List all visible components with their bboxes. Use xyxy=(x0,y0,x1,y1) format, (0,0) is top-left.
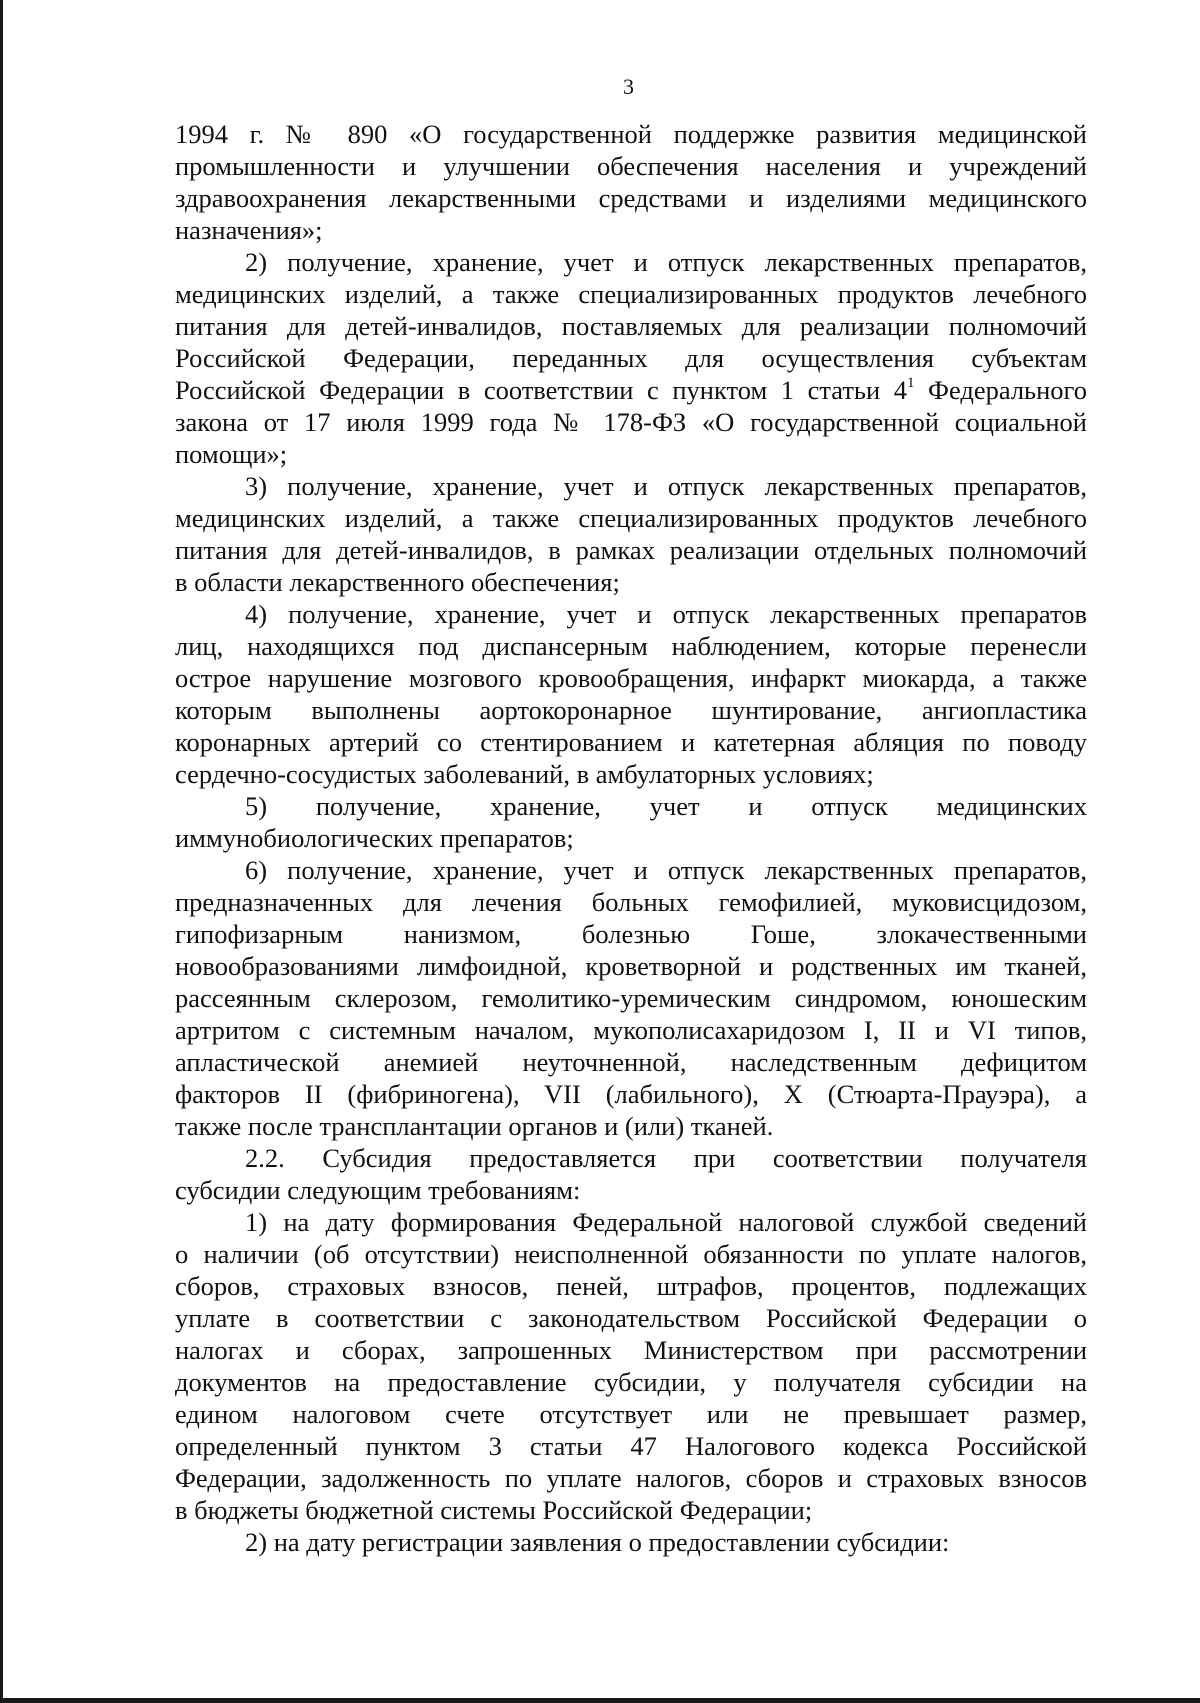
text-line: также после трансплантации органов и (или) тканей. xyxy=(175,1111,774,1141)
text-line: определенный пунктом 3 статьи 47 Налогового кодекса Российской xyxy=(175,1431,1087,1461)
text-line: новообразованиями лимфоидной, кроветворной и родственных им тканей, xyxy=(175,951,1087,981)
text-line: 2) на дату регистрации заявления о предоставлении субсидии: xyxy=(245,1527,950,1557)
text-line: в области лекарственного обеспечения; xyxy=(175,567,620,597)
text-line: 2.2. Субсидия предоставляется при соответствии получателя xyxy=(245,1143,1087,1173)
text-line: гипофизарным нанизмом, болезнью Гоше, злокачественными xyxy=(175,919,1087,949)
text-segment: Российской Федерации в соответствии с пунктом 1 статьи 4 xyxy=(175,375,907,405)
text-line: Федерации, задолженность по уплате налогов, сборов и страховых взносов xyxy=(175,1463,1087,1493)
text-line: апластической анемией неуточненной, наследственным дефицитом xyxy=(175,1047,1087,1077)
scan-border-bottom xyxy=(0,1698,1200,1703)
text-line: 5) получение, хранение, учет и отпуск медицинских xyxy=(245,791,1087,821)
text-line: 6) получение, хранение, учет и отпуск лекарственных препаратов, xyxy=(245,855,1087,885)
text-line: острое нарушение мозгового кровообращения, инфаркт миокарда, а также xyxy=(175,663,1087,693)
text-line: предназначенных для лечения больных гемофилией, муковисцидозом, xyxy=(175,887,1087,917)
text-line: 1) на дату формирования Федеральной налоговой службой сведений xyxy=(245,1207,1087,1237)
text-line: налогах и сборах, запрошенных Министерством при рассмотрении xyxy=(175,1335,1087,1365)
text-line: медицинских изделий, а также специализированных продуктов лечебного xyxy=(175,503,1087,533)
text-line: о наличии (об отсутствии) неисполненной обязанности по уплате налогов, xyxy=(175,1239,1087,1269)
text-line: коронарных артерий со стентированием и катетерная абляция по поводу xyxy=(175,727,1087,757)
text-line: 3) получение, хранение, учет и отпуск лекарственных препаратов, xyxy=(245,471,1087,501)
text-line: питания для детей-инвалидов, в рамках реализации отдельных полномочий xyxy=(175,535,1087,565)
text-line: факторов II (фибриногена), VII (лабильного), X (Стюарта-Прауэра), а xyxy=(175,1079,1087,1109)
text-line xyxy=(175,374,1087,406)
text-line: рассеянным склерозом, гемолитико-уремическим синдромом, юношеским xyxy=(175,983,1087,1013)
text-line: в бюджеты бюджетной системы Российской Федерации; xyxy=(175,1495,813,1525)
text-line: уплате в соответствии с законодательством Российской Федерации о xyxy=(175,1303,1087,1333)
document-body xyxy=(175,118,1087,1558)
text-line: закона от 17 июля 1999 года № 178-ФЗ «О государственной социальной xyxy=(175,407,1087,437)
text-line: сборов, страховых взносов, пеней, штрафов, процентов, подлежащих xyxy=(175,1271,1087,1301)
scan-border-left xyxy=(0,0,3,1703)
text-line: субсидии следующим требованиям: xyxy=(175,1175,581,1205)
text-line: медицинских изделий, а также специализированных продуктов лечебного xyxy=(175,279,1087,309)
text-line: Российской Федерации, переданных для осуществления субъектам xyxy=(175,343,1087,373)
text-line: 2) получение, хранение, учет и отпуск лекарственных препаратов, xyxy=(245,247,1087,277)
superscript: 1 xyxy=(906,375,915,391)
text-line: помощи»; xyxy=(175,439,288,469)
text-line: которым выполнены аортокоронарное шунтирование, ангиопластика xyxy=(175,695,1087,725)
text-line: иммунобиологических препаратов; xyxy=(175,823,574,853)
text-line: лиц, находящихся под диспансерным наблюдением, которые перенесли xyxy=(175,631,1087,661)
text-line: документов на предоставление субсидии, у получателя субсидии на xyxy=(175,1367,1087,1397)
text-line: 4) получение, хранение, учет и отпуск лекарственных препаратов xyxy=(245,599,1087,629)
text-line: назначения»; xyxy=(175,215,323,245)
text-line: артритом с системным началом, мукополисахаридозом I, II и VI типов, xyxy=(175,1015,1087,1045)
text-line: промышленности и улучшении обеспечения населения и учреждений xyxy=(175,151,1087,181)
text-line: 1994 г. № 890 «О государственной поддержке развития медицинской xyxy=(175,119,1087,149)
text-line: сердечно-сосудистых заболеваний, в амбулаторных условиях; xyxy=(175,759,874,789)
text-line: питания для детей-инвалидов, поставляемых для реализации полномочий xyxy=(175,311,1087,341)
text-segment: Федерального xyxy=(914,375,1087,405)
text-line: едином налоговом счете отсутствует или не превышает размер, xyxy=(175,1399,1087,1429)
text-line: здравоохранения лекарственными средствами и изделиями медицинского xyxy=(175,183,1087,213)
page-number: 3 xyxy=(623,74,634,99)
